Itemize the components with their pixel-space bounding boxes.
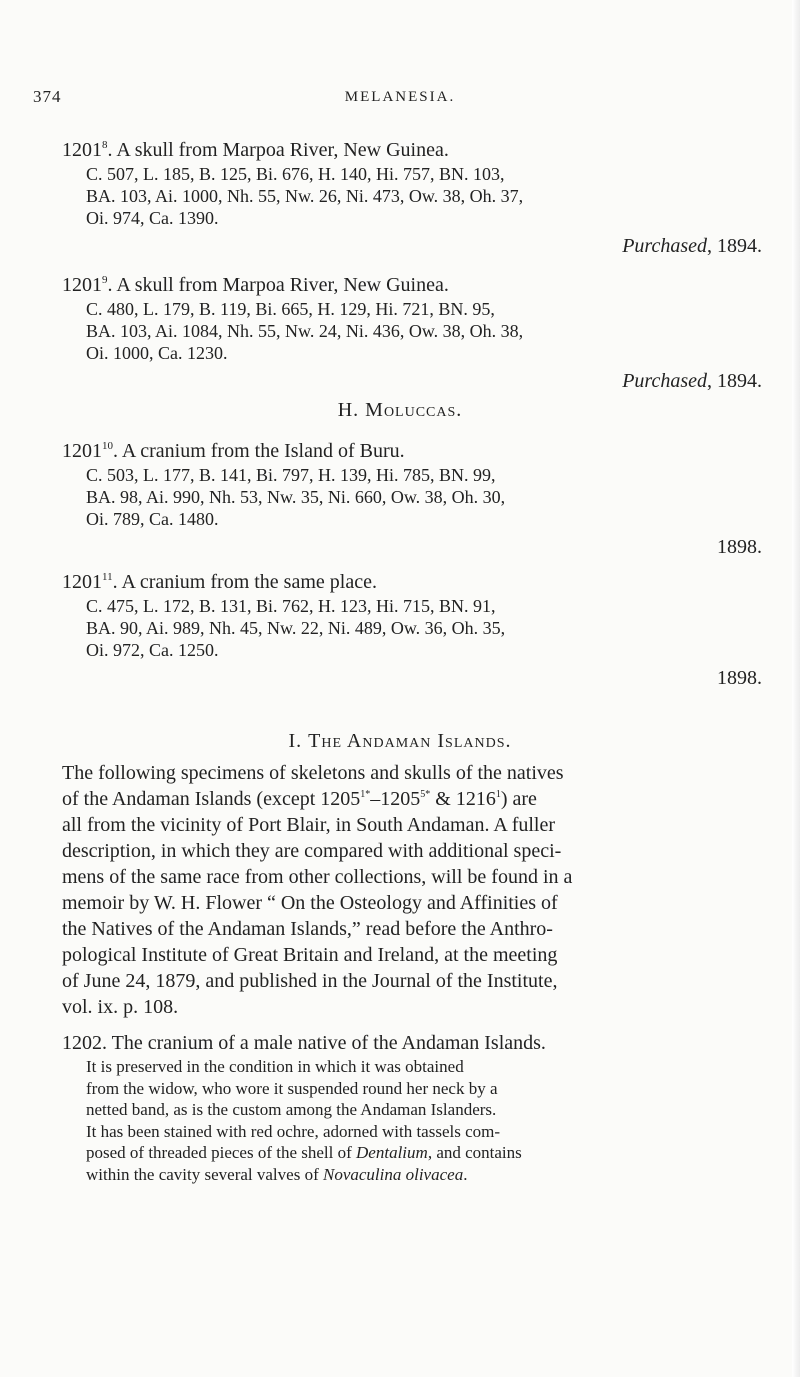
description-line: It has been stained with red ochre, adorned with tassels com-: [86, 1121, 501, 1141]
measurement-line: C. 480, L. 179, B. 119, Bi. 665, H. 129, Hi. 721, BN. 95,: [86, 299, 495, 319]
measurement-line: Oi. 974, Ca. 1390.: [86, 208, 219, 228]
entry-year: 1898.: [717, 536, 762, 558]
entry-number: 1201: [62, 274, 102, 296]
catalogue-entry: [62, 569, 762, 691]
paragraph-line: vol. ix. p. 108.: [62, 996, 179, 1018]
entry-source: Purchased, 1894.: [622, 370, 762, 392]
measurements: [86, 464, 762, 530]
catalogue-entry: [62, 137, 762, 259]
measurement-line: C. 475, L. 172, B. 131, Bi. 762, H. 123, Hi. 715, BN. 91,: [86, 596, 496, 616]
measurements: [86, 163, 762, 229]
section-heading: [0, 399, 800, 422]
intro-paragraph: [62, 760, 764, 1020]
measurement-line: BA. 98, Ai. 990, Nh. 53, Nw. 35, Ni. 660, Ow. 38, Oh. 30,: [86, 487, 506, 507]
measurement-line: C. 503, L. 177, B. 141, Bi. 797, H. 139, Hi. 785, BN. 99,: [86, 465, 496, 485]
measurement-line: BA. 103, Ai. 1000, Nh. 55, Nw. 26, Ni. 473, Ow. 38, Oh. 37,: [86, 186, 524, 206]
description-line: It is preserved in the condition in which it was obtained: [86, 1057, 464, 1076]
entry-number: 1201: [62, 139, 102, 161]
paragraph-line: mens of the same race from other collections, will be found in a: [62, 866, 573, 888]
description-line: from the widow, who wore it suspended round her neck by a: [86, 1078, 498, 1098]
page-number: 374: [33, 87, 62, 106]
entry-description: [86, 1056, 764, 1185]
paragraph-line: all from the vicinity of Port Blair, in South Andaman. A fuller: [62, 814, 556, 836]
measurement-line: BA. 103, Ai. 1084, Nh. 55, Nw. 24, Ni. 436, Ow. 38, Oh. 38,: [86, 321, 524, 341]
entry-title: A skull from Marpoa River, New Guinea.: [116, 139, 449, 161]
paragraph-line: pological Institute of Great Britain and Ireland, at the meeting: [62, 944, 558, 966]
source-year: 1894.: [717, 370, 762, 392]
paragraph-line: The following specimens of skeletons and skulls of the natives: [62, 762, 564, 784]
entry-superscript: 10: [102, 440, 113, 452]
source-word: Purchased: [622, 370, 707, 392]
entry-title: A skull from Marpoa River, New Guinea.: [116, 274, 449, 296]
measurement-line: C. 507, L. 185, B. 125, Bi. 676, H. 140, Hi. 757, BN. 103,: [86, 164, 505, 184]
entry-number: 1201: [62, 440, 102, 462]
entry-superscript: 9: [102, 274, 108, 286]
catalogue-entry: [62, 272, 762, 394]
entry-heading: 1201$^9$. A skull from Marpoa River, New Guinea.: [62, 274, 449, 296]
paragraph-line: of June 24, 1879, and published in the Journal of the Institute,: [62, 970, 558, 992]
measurements: [86, 298, 762, 364]
paragraph-line: the Natives of the Andaman Islands,” read before the Anthro-: [62, 918, 553, 940]
entry-number: 1201: [62, 571, 102, 593]
measurement-line: Oi. 1000, Ca. 1230.: [86, 343, 228, 363]
catalogue-entry-1202: [62, 1030, 764, 1185]
entry-superscript: 11: [102, 571, 113, 583]
section-heading: [0, 730, 800, 753]
measurement-line: BA. 90, Ai. 989, Nh. 45, Nw. 22, Ni. 489, Ow. 36, Oh. 35,: [86, 618, 506, 638]
source-word: Purchased: [622, 235, 707, 257]
paragraph-line: memoir by W. H. Flower “ On the Osteology and Affinities of: [62, 892, 558, 914]
catalogue-entry: [62, 438, 762, 560]
measurement-line: Oi. 972, Ca. 1250.: [86, 640, 219, 660]
measurement-line: Oi. 789, Ca. 1480.: [86, 509, 219, 529]
entry-title: A cranium from the Island of Buru.: [121, 440, 405, 462]
description-line: within the cavity several valves of Novaculina olivacea.: [86, 1164, 468, 1184]
entry-source: Purchased, 1894.: [622, 235, 762, 257]
source-year: 1894.: [717, 235, 762, 257]
entry-year: 1898.: [717, 667, 762, 689]
entry-heading: 1201$^{11}$. A cranium from the same place.: [62, 571, 377, 593]
paragraph-line: of the Andaman Islands (except $1205^{1*}-1205^{5*}$ & 1216$^1$) are: [62, 788, 537, 810]
paragraph-line: description, in which they are compared with additional speci-: [62, 840, 562, 862]
entry-heading: 1201$^{10}$. A cranium from the Island of Buru.: [62, 440, 405, 462]
entry-title: A cranium from the same place.: [121, 571, 377, 593]
section-title: Moluccas.: [365, 399, 463, 421]
section-letter: H.: [337, 399, 360, 421]
entry-heading: 1202. The cranium of a male native of the Andaman Islands.: [62, 1032, 546, 1054]
entry-heading: 1201$^8$. A skull from Marpoa River, New Guinea.: [62, 139, 449, 161]
running-head: MELANESIA.: [344, 89, 456, 105]
section-title: The Andaman Islands.: [308, 730, 512, 752]
description-line: posed of threaded pieces of the shell of Dentalium, and contains: [86, 1143, 522, 1162]
description-line: netted band, as is the custom among the Andaman Islanders.: [86, 1100, 497, 1119]
measurements: [86, 595, 762, 661]
section-letter: I.: [288, 730, 303, 752]
entry-superscript: 8: [102, 139, 108, 151]
